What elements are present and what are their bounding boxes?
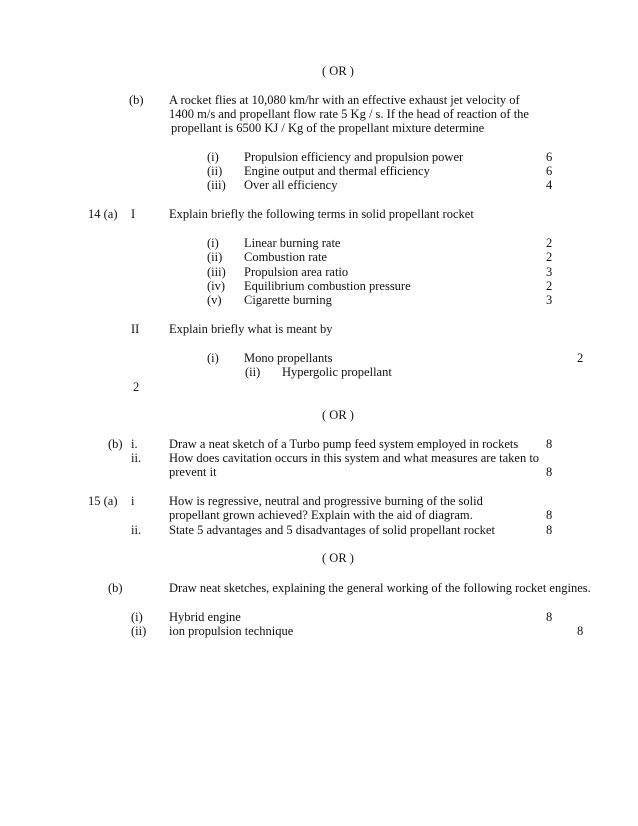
item-text: Equilibrium combustion pressure	[244, 279, 411, 293]
item-number: (i)	[131, 610, 143, 624]
item-number: (i)	[207, 351, 219, 365]
item-text: Cigarette burning	[244, 293, 332, 307]
item-marks: 8	[546, 437, 553, 451]
item-marks: 6	[546, 150, 553, 164]
question-label-14a: 14 (a)	[88, 207, 118, 221]
question-text-line: Explain briefly what is meant by	[169, 322, 333, 336]
question-text-line: 1400 m/s and propellant flow rate 5 Kg / s. If the head of reaction of the	[169, 107, 529, 121]
item-text: State 5 advantages and 5 disadvantages of solid propellant rocket	[169, 523, 495, 537]
item-marks: 2	[546, 279, 553, 293]
item-text: Over all efficiency	[244, 178, 338, 192]
item-marks: 8	[577, 624, 584, 638]
item-marks: 6	[546, 164, 553, 178]
item-text: Hybrid engine	[169, 610, 241, 624]
item-number: (v)	[207, 293, 222, 307]
item-text: Engine output and thermal efficiency	[244, 164, 430, 178]
item-marks: 2	[577, 351, 584, 365]
item-number: (iv)	[207, 279, 226, 293]
item-number: (ii)	[207, 164, 223, 178]
item-text: How is regressive, neutral and progressive burning of the solid	[169, 494, 483, 508]
item-text: Draw a neat sketch of a Turbo pump feed system employed in rockets	[169, 437, 519, 451]
or-separator-3: ( OR )	[322, 551, 354, 565]
question-label-15b: (b)	[108, 581, 123, 595]
item-number: ii.	[131, 523, 142, 537]
question-text-line: Explain briefly the following terms in solid propellant rocket	[169, 207, 474, 221]
item-text: ion propulsion technique	[169, 624, 294, 638]
item-text: Linear burning rate	[244, 236, 341, 250]
item-text: Mono propellants	[244, 351, 333, 365]
item-number: i.	[131, 437, 138, 451]
item-number: (iii)	[207, 265, 226, 279]
question-label-15a: 15 (a)	[88, 494, 118, 508]
item-marks: 8	[546, 523, 553, 537]
item-text: How does cavitation occurs in this system and what measures are taken to	[169, 451, 540, 465]
item-number: i	[131, 494, 135, 508]
question-text-line: propellant is 6500 KJ / Kg of the propellant mixture determine	[171, 121, 485, 135]
item-text: Propulsion efficiency and propulsion power	[244, 150, 464, 164]
item-marks: 3	[546, 293, 553, 307]
item-text-continued: prevent it	[169, 465, 217, 479]
item-text: Hypergolic propellant	[282, 365, 392, 379]
item-marks: 3	[546, 265, 553, 279]
question-text-line: Draw neat sketches, explaining the general working of the following rocket engines.	[169, 581, 591, 595]
item-number: (i)	[207, 150, 219, 164]
item-number: (ii)	[245, 365, 261, 379]
item-marks: 4	[546, 178, 553, 192]
part-roman-numeral: I	[131, 207, 136, 221]
question-label-13b: (b)	[129, 93, 144, 107]
item-marks: 2	[133, 380, 140, 394]
item-marks: 8	[546, 508, 553, 522]
question-text-line: A rocket flies at 10,080 km/hr with an effective exhaust jet velocity of	[169, 93, 520, 107]
item-number: (iii)	[207, 178, 226, 192]
question-label-14b: (b)	[108, 437, 123, 451]
item-number: ii.	[131, 451, 142, 465]
item-text-continued: propellant grown achieved? Explain with the aid of diagram.	[169, 508, 473, 522]
or-separator-1: ( OR )	[322, 64, 354, 78]
item-marks: 2	[546, 250, 553, 264]
item-number: (ii)	[131, 624, 147, 638]
item-marks: 8	[546, 465, 553, 479]
or-separator-2: ( OR )	[322, 408, 354, 422]
item-number: (ii)	[207, 250, 223, 264]
item-marks: 8	[546, 610, 553, 624]
item-text: Propulsion area ratio	[244, 265, 349, 279]
part-roman-numeral: II	[131, 322, 140, 336]
item-text: Combustion rate	[244, 250, 327, 264]
item-marks: 2	[546, 236, 553, 250]
item-number: (i)	[207, 236, 219, 250]
